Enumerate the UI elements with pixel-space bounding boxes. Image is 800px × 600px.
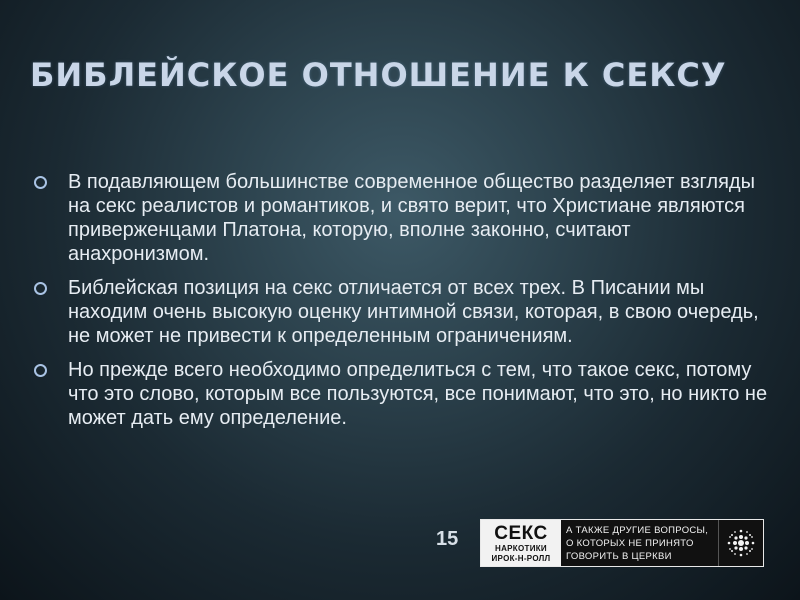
bullet-ring-icon xyxy=(34,176,47,189)
logo-main-text: СЕКС xyxy=(494,522,548,544)
logo-tagline-line: О КОТОРЫХ НЕ ПРИНЯТО xyxy=(566,537,694,549)
bullet-item xyxy=(30,358,770,430)
logo-sub-text: НАРКОТИКИ xyxy=(495,543,547,553)
logo-sub-text: ИРОК-Н-РОЛЛ xyxy=(491,553,551,563)
bullet-text: Библейская позиция на секс отличается от всех трех. В Писании мы находим очень высокую оценку интимной связи, которая, в свою очередь, не может не привести к определенным ограничениям. xyxy=(68,277,759,347)
slide-title: БИБЛЕЙСКОЕ ОТНОШЕНИЕ К СЕКСУ xyxy=(30,56,727,94)
logo-main-block xyxy=(481,520,561,566)
bullet-ring-icon xyxy=(34,282,47,295)
dotted-circle-icon xyxy=(718,520,763,566)
bullet-item xyxy=(30,170,770,266)
bullet-ring-icon xyxy=(34,364,47,377)
bullet-item xyxy=(30,276,770,348)
logo-tagline xyxy=(561,520,718,566)
series-logo xyxy=(480,519,764,567)
bullet-list xyxy=(30,170,770,440)
logo-tagline-line: А ТАКЖЕ ДРУГИЕ ВОПРОСЫ, xyxy=(566,524,709,536)
page-number: 15 xyxy=(436,528,459,550)
bullet-text: В подавляющем большинстве современное общество разделяет взгляды на секс реалистов и романтиков, и свято верит, что Христиане являются приверженцами Платона, которую, вполне законно, считают анахронизмом. xyxy=(68,171,755,265)
logo-tagline-line: ГОВОРИТЬ В ЦЕРКВИ xyxy=(566,550,672,562)
bullet-text: Но прежде всего необходимо определиться с тем, что такое секс, потому что это слово, которым все пользуются, все понимают, что это, но никто не может дать ему определение. xyxy=(68,359,768,429)
